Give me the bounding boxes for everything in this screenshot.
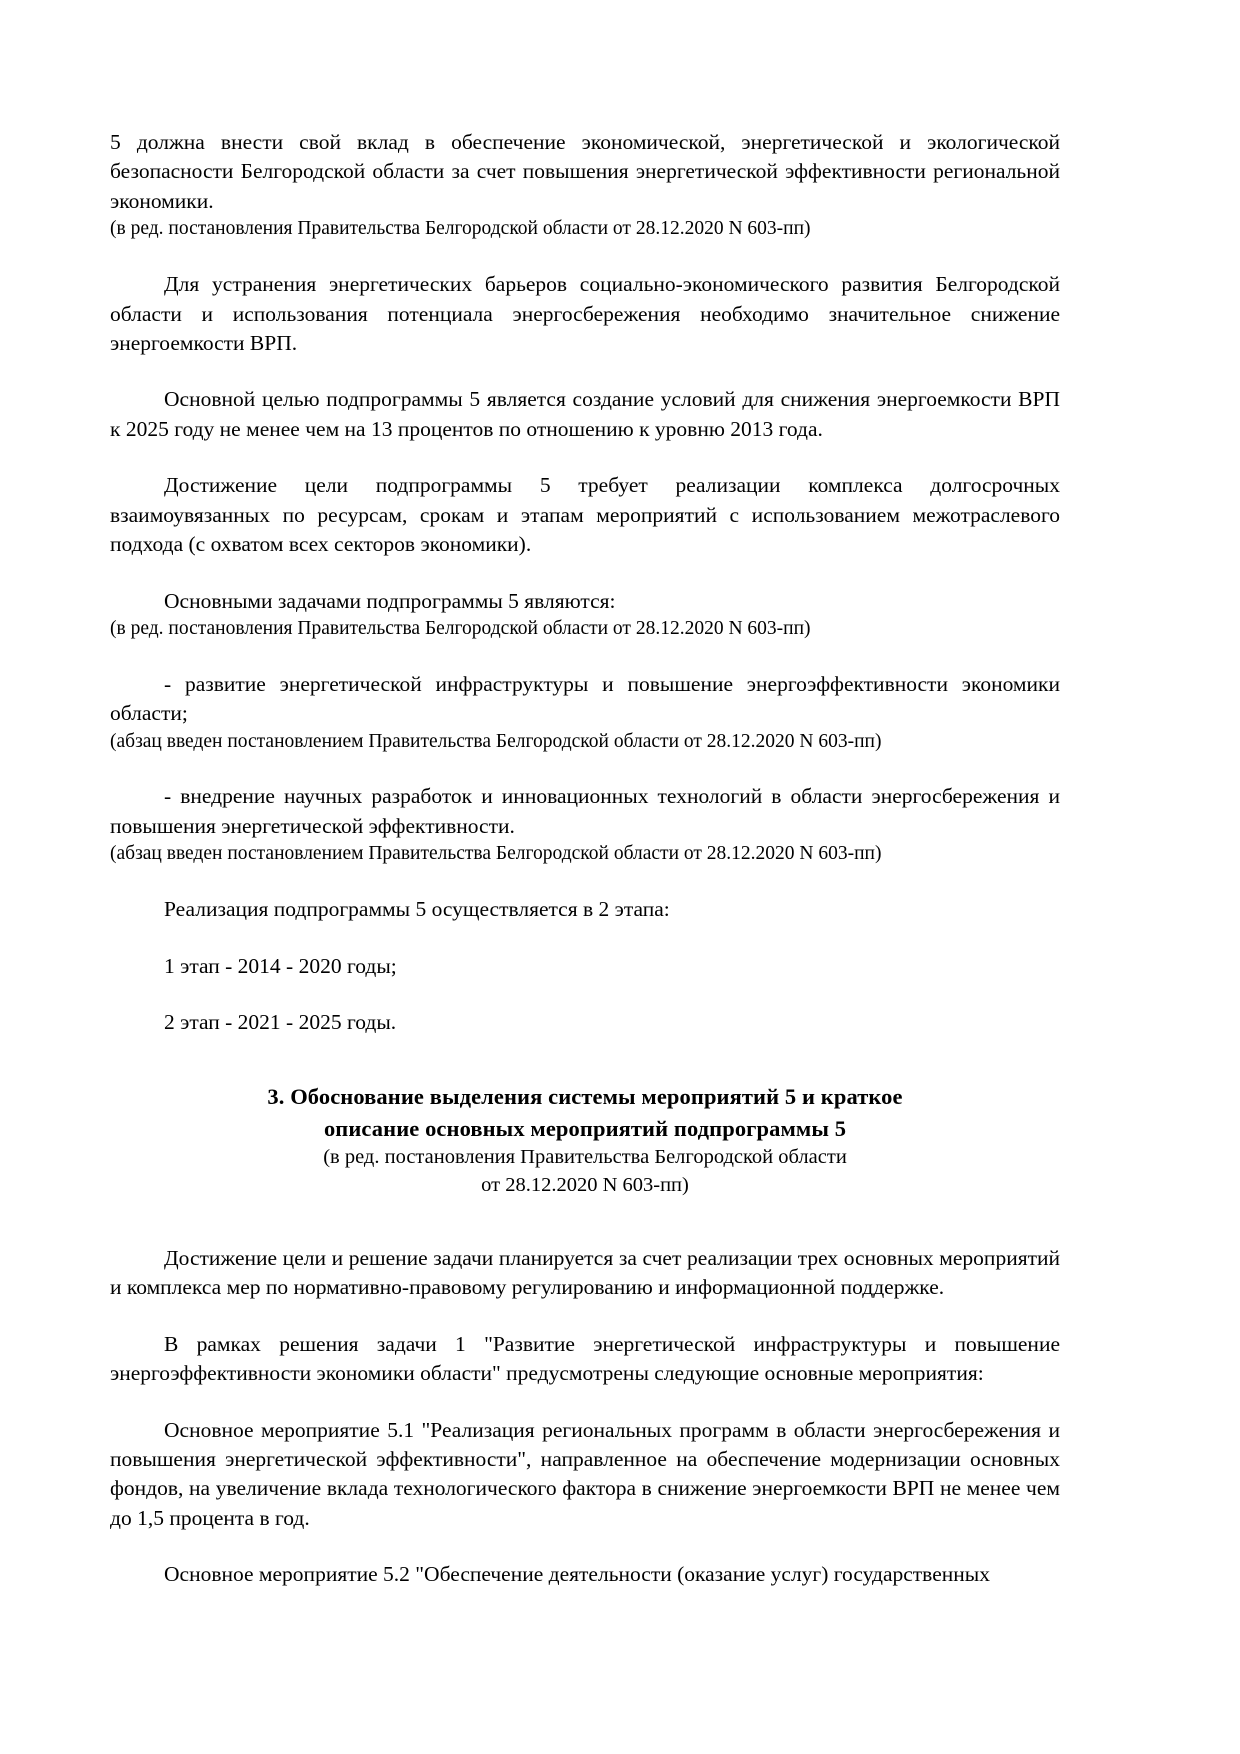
paragraph-measure-5-2: Основное мероприятие 5.2 "Обеспечение деятельности (оказание услуг) государственных <box>164 1562 990 1587</box>
section-heading-line-2: описание основных мероприятий подпрограммы 5 <box>323 1115 847 1141</box>
paragraph-stage-2: 2 этап - 2021 - 2025 годы. <box>164 1009 397 1034</box>
paragraph-task-1: - развитие энергетической инфраструктуры и повышение энергоэффективности экономики области; <box>110 671 1060 726</box>
paragraph-spacer <box>110 243 1060 270</box>
paragraph-after-heading-1: Достижение цели и решение задачи планируется за счет реализации трех основных мероприятий и комплекса мер по нормативно-правовому регулированию и информационной поддержке. <box>110 1245 1060 1300</box>
paragraph-achieve: Достижение цели подпрограммы 5 требует реализации комплекса долгосрочных взаимоувязанных по ресурсам, срокам и этапам мероприятий с использованием межотраслевого подхода (с охватом всех секторов экономики). <box>110 473 1060 557</box>
section-heading-line-1: 3. Обоснование выделения системы мероприятий 5 и краткое <box>267 1084 903 1110</box>
heading-spacer <box>110 1037 1060 1081</box>
section-heading <box>110 1081 1060 1199</box>
document-text-column <box>110 128 1060 1590</box>
section-heading-amendment-line-1: (в ред. постановления Правительства Белгородской области <box>323 1145 847 1168</box>
paragraph-spacer <box>110 1303 1060 1330</box>
paragraph-spacer <box>110 444 1060 471</box>
paragraph-goal: Основной целью подпрограммы 5 является создание условий для снижения энергоемкости ВРП к 2025 году не менее чем на 13 процентов по отношению к уровню 2013 года. <box>110 387 1060 441</box>
amendment-note-2: (в ред. постановления Правительства Белгородской области от 28.12.2020 N 603-пп) <box>110 618 811 640</box>
amendment-note-3: (абзац введен постановлением Правительства Белгородской области от 28.12.2020 N 603-пп) <box>110 730 882 752</box>
section-heading-amendment-line-2: от 28.12.2020 N 603-пп) <box>481 1173 689 1196</box>
paragraph-spacer <box>110 925 1060 952</box>
paragraph-spacer <box>110 1389 1060 1416</box>
paragraph-measure-5-1: Основное мероприятие 5.1 "Реализация региональных программ в области энергосбережения и повышения энергетической эффективности", направленное на обеспечение модернизации основных фондов, на увеличение вклада технологического фактора в снижение энергоемкости ВРП не менее чем до 1,5 процента в год. <box>110 1417 1060 1530</box>
paragraph-spacer <box>110 560 1060 587</box>
paragraph-spacer <box>110 643 1060 670</box>
paragraph-spacer <box>110 981 1060 1008</box>
paragraph-tasks-lead: Основными задачами подпрограммы 5 являются: <box>164 588 616 613</box>
amendment-note-4: (абзац введен постановлением Правительства Белгородской области от 28.12.2020 N 603-пп) <box>110 843 882 865</box>
paragraph-intro-continued: 5 должна внести свой вклад в обеспечение экономической, энергетической и экологической безопасности Белгородской области за счет повышения энергетической эффективности региональной экономики. <box>110 130 1060 213</box>
paragraph-stage-1: 1 этап - 2014 - 2020 годы; <box>164 953 397 978</box>
paragraph-spacer <box>110 1533 1060 1560</box>
paragraph-after-heading-2: В рамках решения задачи 1 "Развитие энергетической инфраструктуры и повышение энергоэффективности экономики области" предусмотрены следующие основные мероприятия: <box>110 1331 1060 1386</box>
paragraph-spacer <box>110 868 1060 895</box>
paragraph-task-2: - внедрение научных разработок и инновационных технологий в области энергосбережения и повышения энергетической эффективности. <box>110 784 1060 838</box>
paragraph-spacer <box>110 358 1060 385</box>
paragraph-barriers: Для устранения энергетических барьеров социально-экономического развития Белгородской области и использования потенциала энергосбережения необходимо значительное снижение энергоемкости ВРП. <box>110 272 1060 355</box>
paragraph-spacer <box>110 1200 1060 1244</box>
paragraph-stages-lead: Реализация подпрограммы 5 осуществляется в 2 этапа: <box>164 897 670 922</box>
paragraph-spacer <box>110 755 1060 782</box>
amendment-note-1: (в ред. постановления Правительства Белгородской области от 28.12.2020 N 603-пп) <box>110 218 811 240</box>
